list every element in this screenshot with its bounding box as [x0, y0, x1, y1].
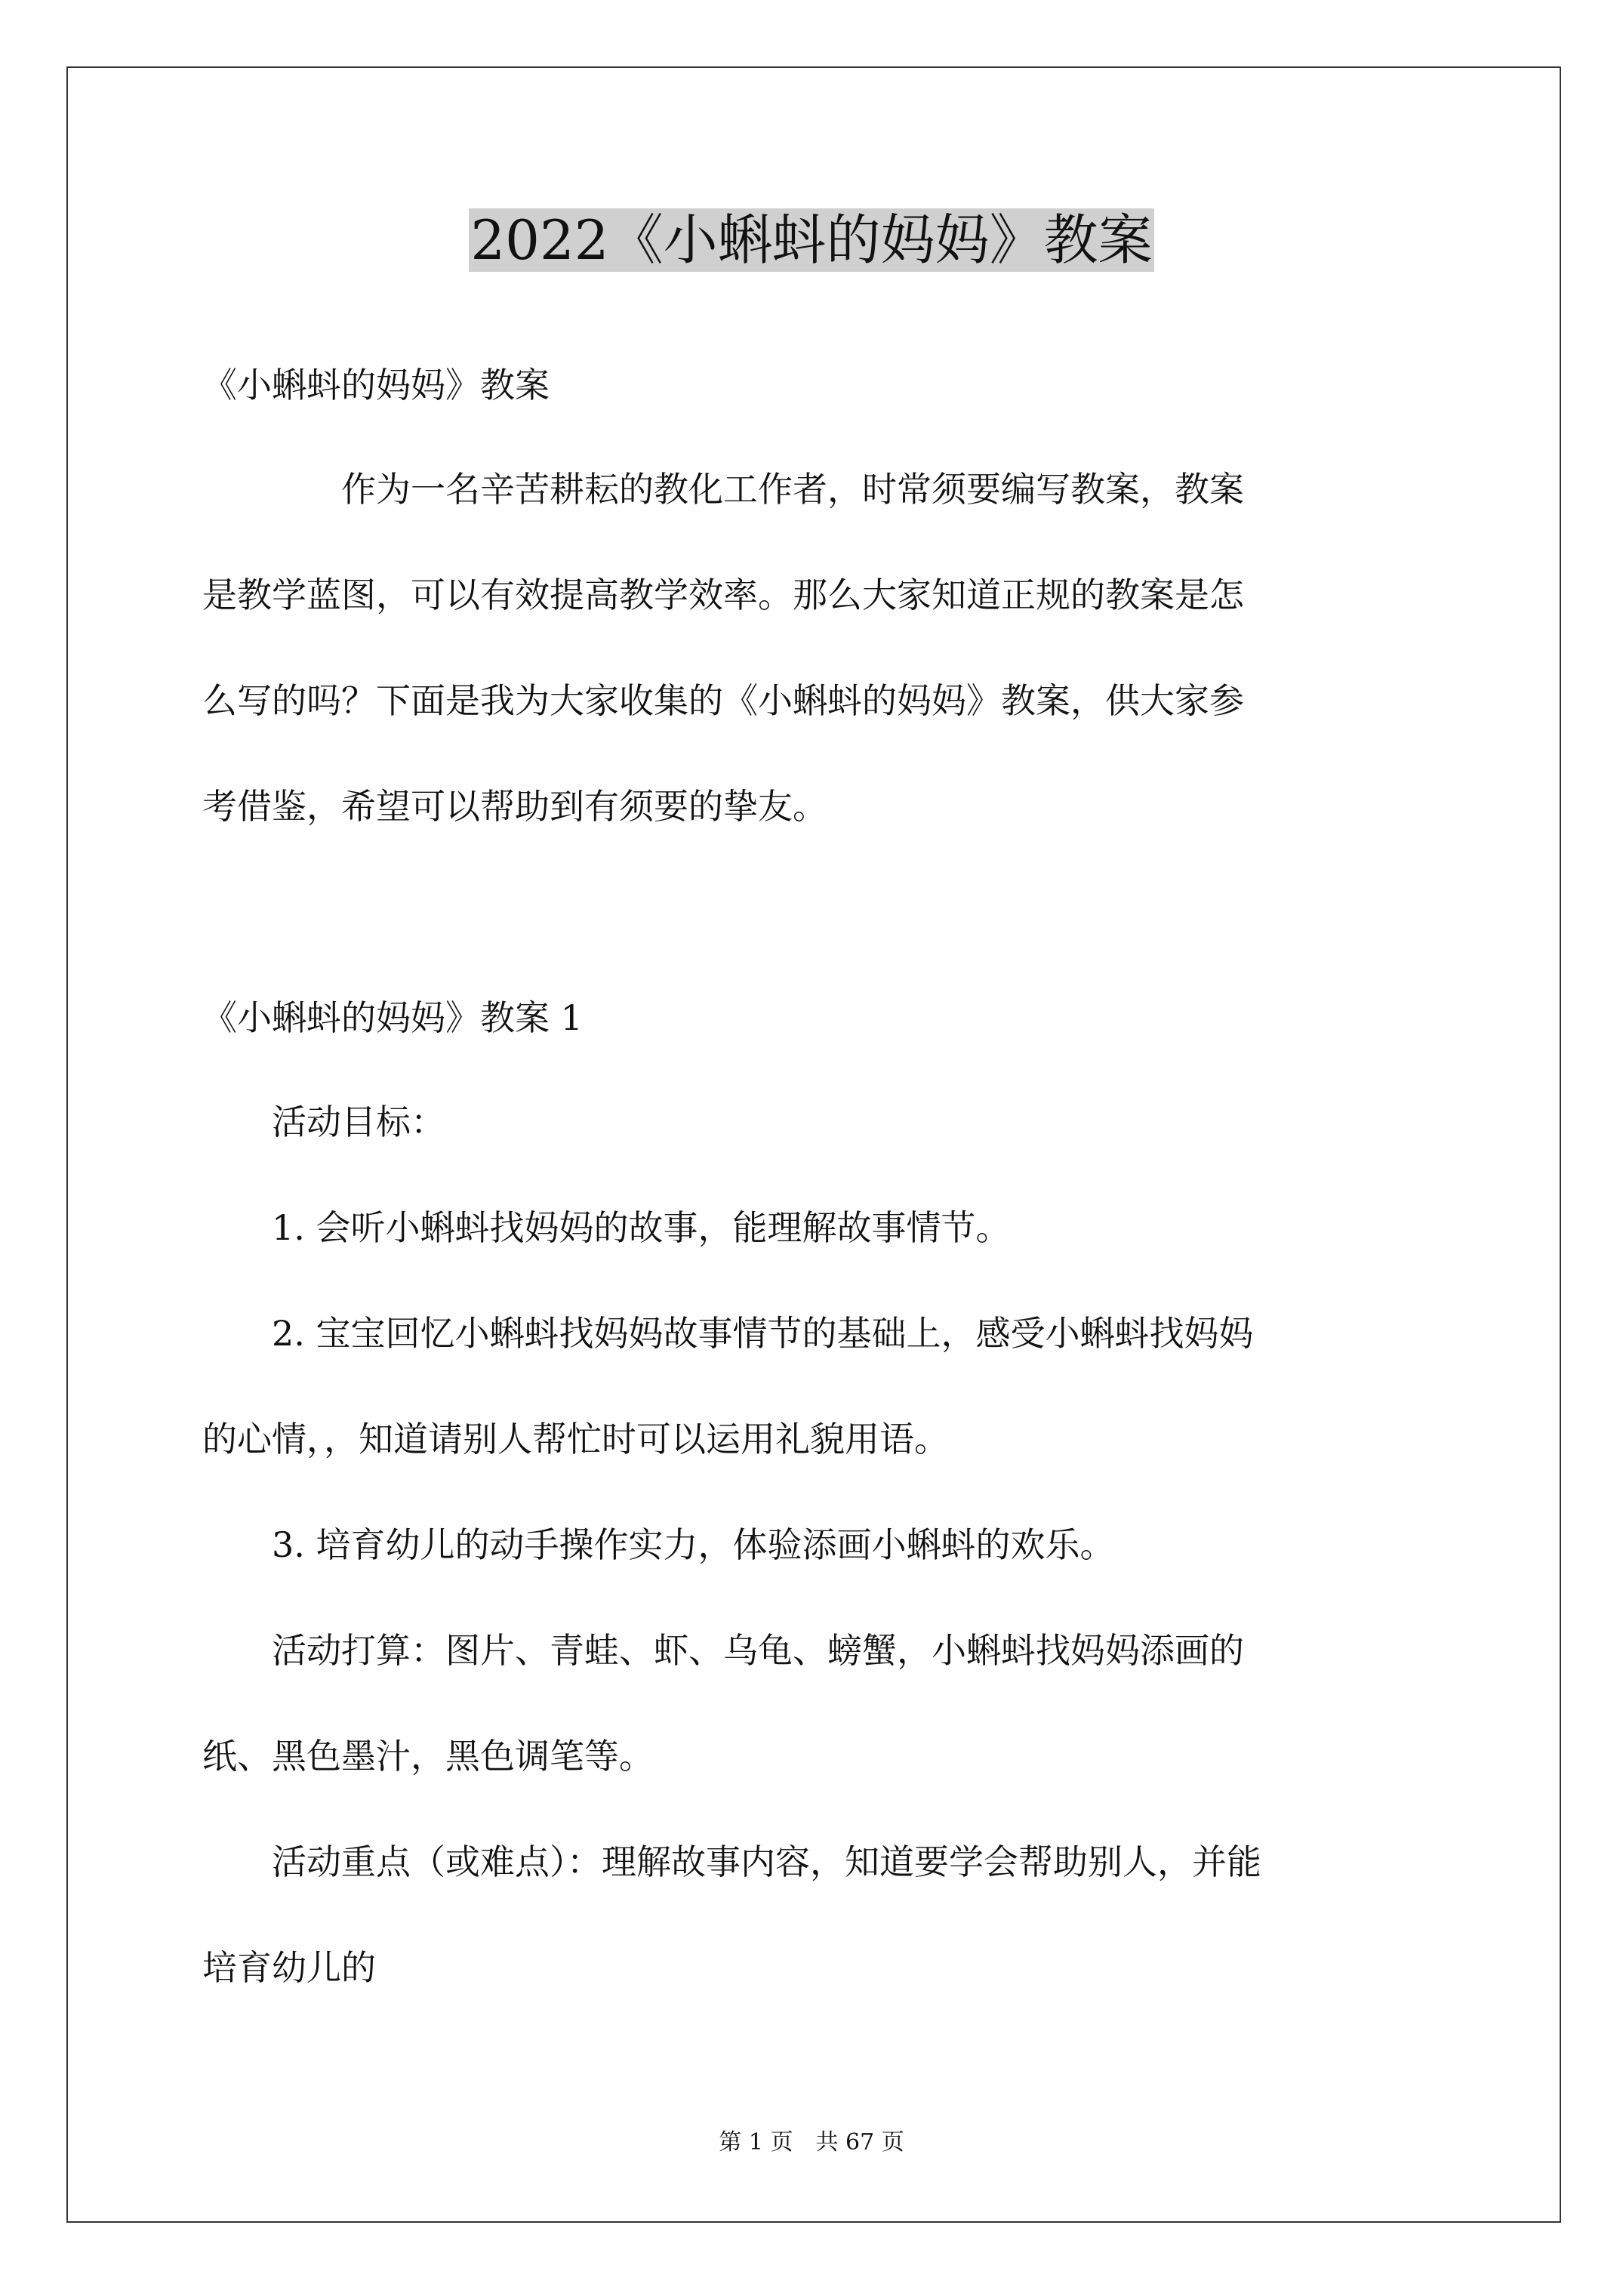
body-line: 活动目标： [202, 1102, 445, 1142]
body-line: 2. 宝宝回忆小蝌蚪找妈妈故事情节的基础上，感受小蝌蚪找妈妈 [202, 1313, 1254, 1354]
subtitle: 《小蝌蚪的妈妈》教案 [202, 365, 550, 405]
intro-line: 考借鉴，希望可以帮助到有须要的挚友。 [202, 786, 827, 827]
body-line: 活动重点（或难点）：理解故事内容，知道要学会帮助别人，并能 [202, 1841, 1261, 1882]
document-title-text: 2022《小蝌蚪的妈妈》教案 [470, 208, 1153, 272]
body-line: 3. 培育幼儿的动手操作实力，体验添画小蝌蚪的欢乐。 [202, 1524, 1115, 1565]
body-line: 活动打算：图片、青蛙、虾、乌龟、螃蟹，小蝌蚪找妈妈添画的 [202, 1630, 1244, 1671]
document-title [0, 202, 1623, 278]
intro-line: 是教学蓝图，可以有效提高教学效率。那么大家知道正规的教案是怎 [202, 575, 1244, 615]
body-line: 的心情，，知道请别人帮忙时可以运用礼貌用语。 [202, 1419, 949, 1459]
intro-line: 作为一名辛苦耕耘的教化工作者，时常须要编写教案，教案 [202, 469, 1244, 510]
page-footer: 第 1 页 共 67 页 [719, 2129, 904, 2156]
section-heading: 《小蝌蚪的妈妈》教案 1 [202, 997, 583, 1038]
body-line: 纸、黑色墨汁，黑色调笔等。 [202, 1736, 654, 1777]
body-line: 1. 会听小蝌蚪找妈妈的故事，能理解故事情节。 [202, 1207, 1011, 1248]
body-line: 培育幼儿的 [202, 1947, 376, 1988]
intro-line: 么写的吗？下面是我为大家收集的《小蝌蚪的妈妈》教案，供大家参 [202, 680, 1244, 721]
